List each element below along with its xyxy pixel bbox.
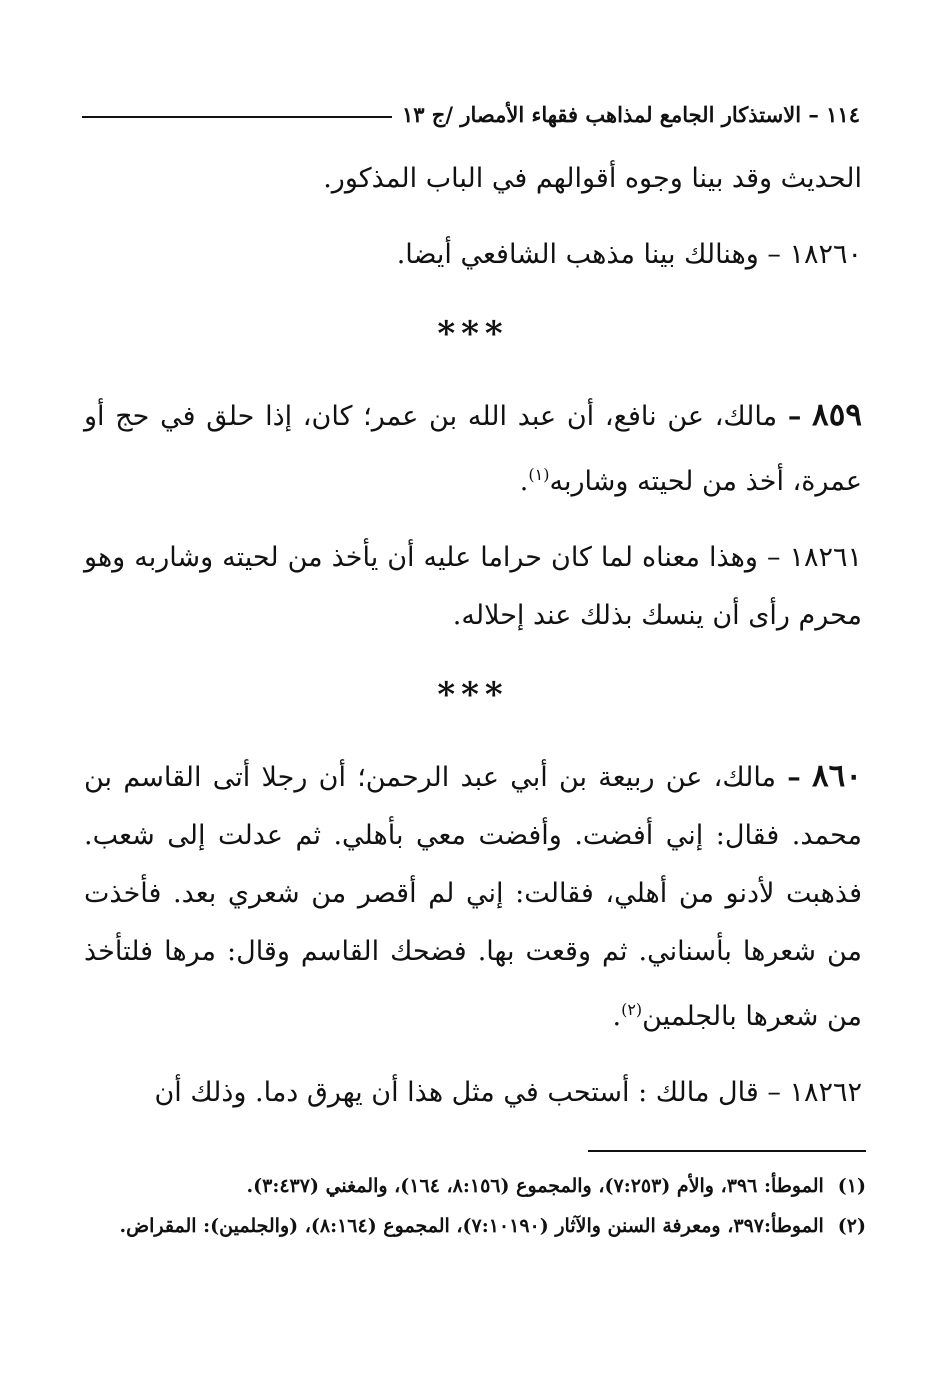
- footnote-rule: [588, 1150, 866, 1152]
- main-text: [84, 150, 862, 1122]
- paragraph-text: الحديث وقد بينا وجوه أقوالهم في الباب المذكور.: [323, 163, 862, 194]
- paragraph-number: ١٨٢٦٠: [789, 239, 862, 270]
- hadith-end: .: [612, 1001, 622, 1032]
- running-header: [82, 92, 860, 136]
- hadith-859: [84, 386, 862, 511]
- paragraph-dash: –: [766, 542, 781, 573]
- footnote-text: الموطأ:٣٩٧، ومعرفة السنن والآثار (٧:١٠١٩٠)، المجموع (٨:١٦٤)، (والجلمين): المقراض.: [119, 1215, 824, 1237]
- hadith-860: [84, 747, 862, 1046]
- paragraph-dash: –: [767, 239, 781, 270]
- footnote-ref: (١): [528, 465, 550, 484]
- paragraph-number: ١٨٢٦١: [789, 542, 862, 573]
- hadith-dash: –: [787, 401, 802, 432]
- paragraph-text: قال مالك : أستحب في مثل هذا أن يهرق دما. وذلك أن: [154, 1077, 759, 1108]
- paragraph-dash: –: [767, 1077, 781, 1108]
- footnote-ref: (٢): [621, 1000, 643, 1019]
- hadith-dash: –: [787, 762, 801, 793]
- hadith-number: ٨٦٠: [812, 758, 862, 794]
- paragraph-18260: [84, 226, 862, 284]
- paragraph-18261: [84, 529, 862, 645]
- footnote-number: (٢): [837, 1215, 866, 1237]
- header-text: ١١٤ – الاستذكار الجامع لمذاهب فقهاء الأمصار /ج ١٣: [401, 101, 860, 127]
- paragraph-continuation: [84, 150, 862, 208]
- footnotes: [96, 1166, 866, 1246]
- section-separator: ***: [437, 314, 509, 354]
- footnote-text: الموطأ: ٣٩٦، والأم (٧:٢٥٣)، والمجموع (٨:١٥٦، ١٦٤)، والمغني (٣:٤٣٧).: [246, 1175, 824, 1197]
- footnote-1: [96, 1166, 866, 1206]
- paragraph-18262: [84, 1064, 862, 1122]
- paragraph-number: ١٨٢٦٢: [789, 1077, 862, 1108]
- hadith-text: مالك، عن نافع، أن عبد الله بن عمر؛ كان، إذا حلق في حج أو عمرة، أخذ من لحيته وشاربه: [84, 401, 862, 497]
- section-separator: ***: [437, 675, 509, 715]
- header-rule: [82, 116, 392, 118]
- paragraph-text: وهذا معناه لما كان حراما عليه أن يأخذ من لحيته وشاربه وهو محرم رأى أن ينسك بذلك عند إحلاله.: [84, 542, 862, 631]
- paragraph-text: وهنالك بينا مذهب الشافعي أيضا.: [396, 239, 759, 270]
- hadith-end: .: [519, 466, 529, 497]
- footnote-2: [96, 1206, 866, 1246]
- hadith-text: مالك، عن ربيعة بن أبي عبد الرحمن؛ أن رجلا أتى القاسم بن محمد. فقال: إني أفضت. وأفضت معي بأهلي. ثم عدلت إلى شعب. فذهبت لأدنو من أهلي، فقالت: إني لم أقصر من شعري بعد. فأخذت من شعرها بأسناني. ثم وقعت بها. فضحك القاسم وقال: مرها فلتأخذ من شعرها بالجلمين: [84, 762, 862, 1032]
- hadith-number: ٨٥٩: [812, 397, 862, 433]
- footnote-number: (١): [837, 1175, 866, 1197]
